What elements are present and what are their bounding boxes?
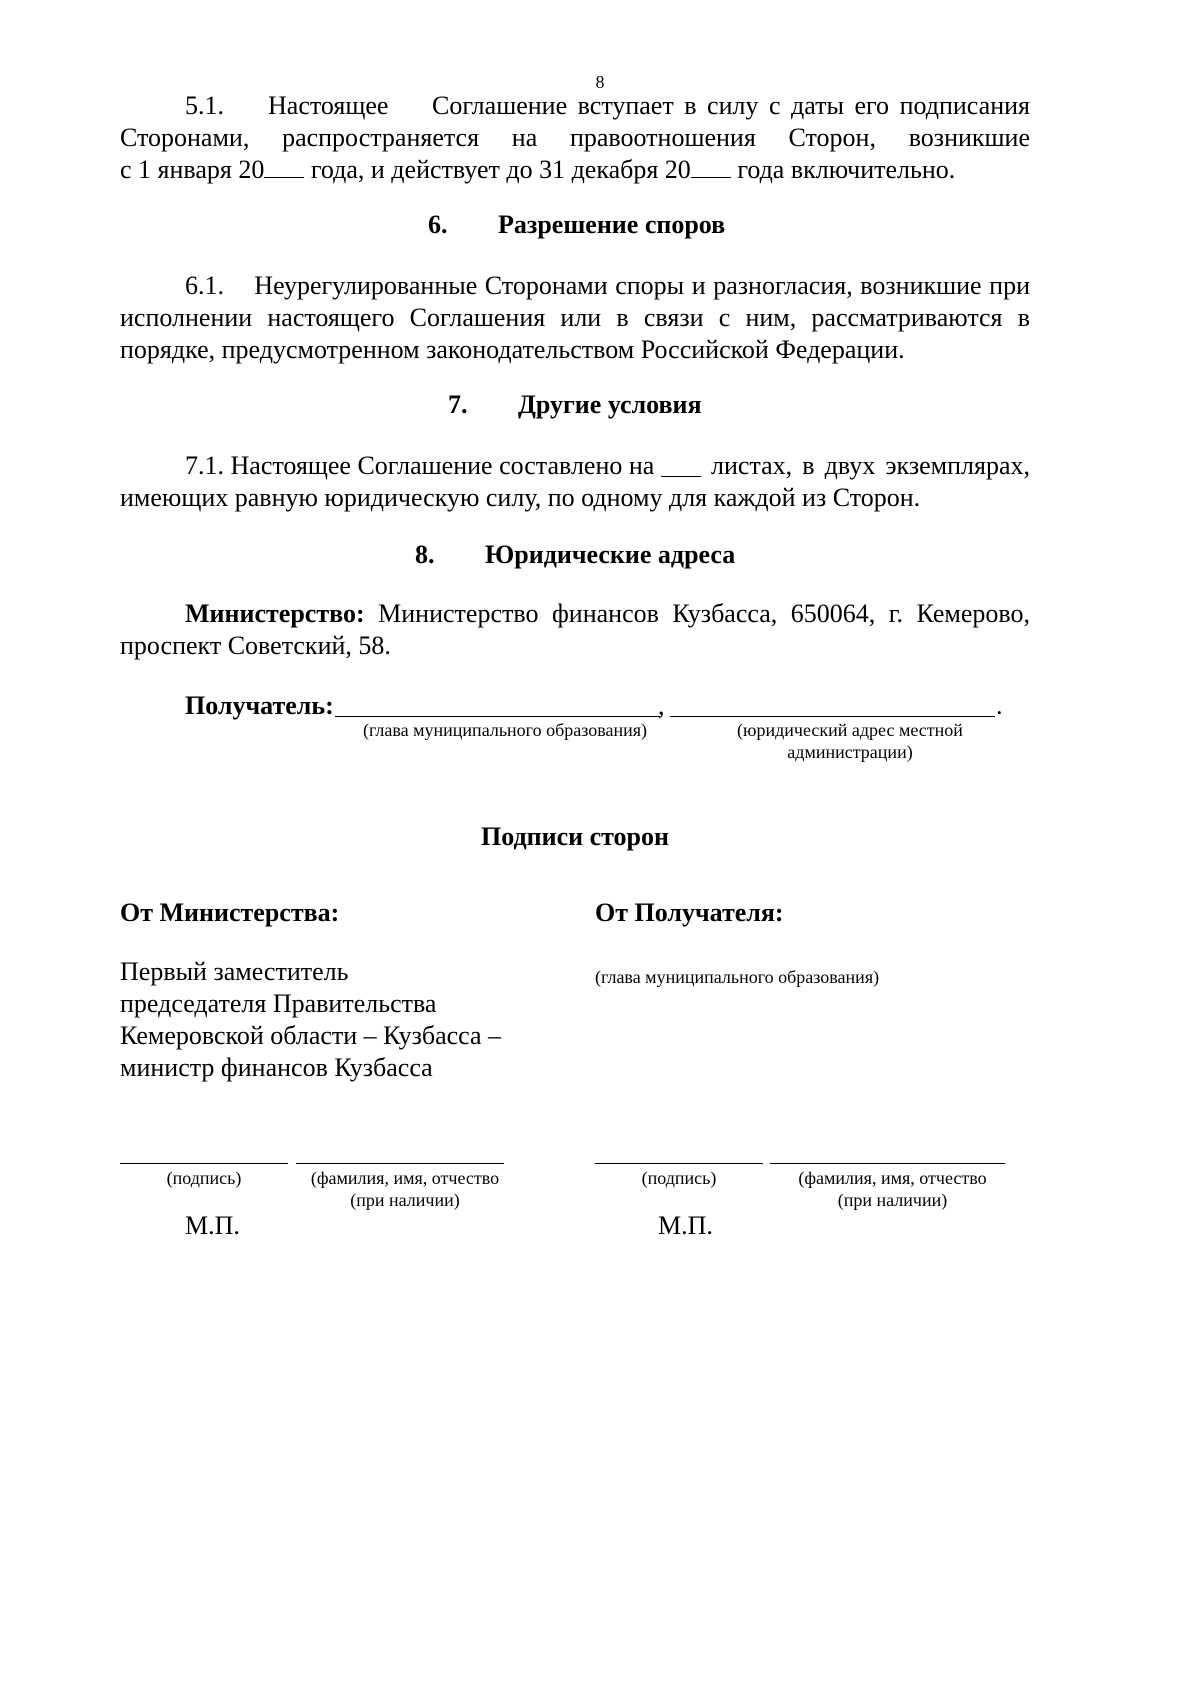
left-name-line: [296, 1163, 504, 1164]
left-signature-line: [120, 1163, 288, 1164]
paragraph-5-1-word: Настоящее: [268, 91, 389, 120]
section-6-heading: [428, 210, 725, 240]
recipient-comma: ,: [658, 691, 665, 720]
section-7-heading: [448, 390, 702, 420]
position-line: Кемеровской области – Кузбасса –: [120, 1021, 502, 1050]
paragraph-5-1: [120, 90, 1030, 186]
paragraph-6-1-line-2: исполнении настоящего Соглашения или в связи с ним, рассматриваются в: [120, 303, 1030, 332]
signatures-title: Подписи сторон: [480, 822, 670, 851]
paragraph-5-1-number: 5.1.: [185, 91, 224, 120]
right-signatory-heading: От Получателя:: [595, 898, 784, 927]
section-8-number: 8.: [415, 540, 435, 569]
ministry-text: Министерство финансов Кузбасса, 650064, г. Кемерово,: [364, 599, 1030, 628]
ministry-address-line-1: [120, 598, 1030, 630]
name-caption-line-1: (фамилия, имя, отчество: [310, 1168, 500, 1188]
section-7-number: 7.: [448, 390, 468, 419]
right-name-line: [770, 1163, 1005, 1164]
section-8-heading: [415, 540, 735, 570]
position-line: министр финансов Кузбасса: [120, 1053, 433, 1082]
name-caption-line-2: (при наличии): [837, 1190, 948, 1210]
section-7-title: Другие условия: [518, 390, 702, 419]
text-segment: года, и действует до 31 декабря 20: [304, 155, 691, 184]
position-line: председателя Правительства: [120, 989, 437, 1018]
text-segment: 7.1. Настоящее Соглашение составлено на: [185, 451, 661, 480]
right-stamp-label: М.П.: [658, 1211, 713, 1240]
recipient-period: .: [996, 691, 1003, 720]
section-6-number: 6.: [428, 210, 448, 239]
ministry-label: Министерство:: [185, 599, 365, 628]
paragraph-5-1-line-1-rest: Соглашение вступает в силу с даты его подписания: [432, 91, 1030, 120]
left-name-caption: [296, 1167, 514, 1211]
paragraph-5-1-line-2: Сторонами, распространяется на правоотношения Сторон, возникшие: [120, 123, 1030, 152]
name-caption-line-2: (при наличии): [350, 1190, 460, 1210]
paragraph-7-1-line-1: [120, 450, 1030, 482]
recipient-label: Получатель:: [185, 691, 334, 720]
paragraph-6-1-line-1: 6.1. Неурегулированные Сторонами споры и разногласия, возникшие при: [185, 271, 1030, 300]
caption-head: (глава муниципального образования): [362, 720, 648, 740]
blank-sheet-count: [661, 450, 701, 477]
right-signatory-caption: (глава муниципального образования): [595, 967, 880, 987]
ministry-address: [120, 598, 1030, 662]
right-signature-caption: (подпись): [641, 1168, 717, 1188]
name-caption-line-1: (фамилия, имя, отчество: [798, 1168, 987, 1188]
text-segment: листах, в двух экземплярах,: [700, 451, 1030, 480]
left-signatory-position: [120, 956, 540, 1084]
caption-address: [700, 719, 1000, 763]
recipient-address-line: [670, 716, 995, 717]
caption-address-line-2: администрации): [787, 742, 913, 762]
paragraph-5-1-line-1: [120, 90, 1030, 122]
position-line: Первый заместитель: [120, 957, 349, 986]
left-stamp-label: М.П.: [185, 1211, 240, 1240]
right-name-caption: [780, 1167, 1005, 1211]
recipient-head-line: [335, 716, 660, 717]
paragraph-7-1: [120, 450, 1030, 514]
paragraph-6-1: [120, 270, 1030, 366]
text-segment: года включительно.: [730, 155, 956, 184]
left-signature-caption: (подпись): [166, 1168, 242, 1188]
ministry-address-line-2: проспект Советский, 58.: [120, 631, 391, 660]
paragraph-7-1-line-2: имеющих равную юридическую силу, по одному для каждой из Сторон.: [120, 483, 921, 512]
section-6-title: Разрешение споров: [498, 210, 726, 239]
paragraph-5-1-line-3: [120, 154, 1030, 186]
page-number: 8: [595, 72, 605, 92]
section-8-title: Юридические адреса: [485, 540, 736, 569]
caption-address-line-1: (юридический адрес местной: [737, 720, 963, 740]
blank-year-2: [691, 177, 731, 178]
left-signatory-heading: От Министерства:: [120, 898, 340, 927]
text-segment: с 1 января 20: [120, 155, 265, 184]
blank-year-1: [264, 177, 304, 178]
paragraph-6-1-line-3: порядке, предусмотренном законодательством Российской Федерации.: [120, 335, 905, 364]
right-signature-line: [595, 1163, 763, 1164]
